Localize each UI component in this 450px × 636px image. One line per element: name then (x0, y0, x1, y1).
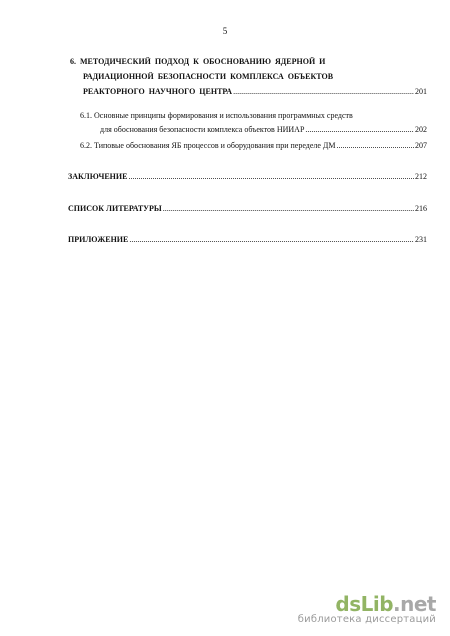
toc-chapter6-line3[interactable] (83, 87, 427, 97)
toc-section-6-1-title-end: для обоснования безопасности комплекса объектов НИИАР (100, 125, 305, 134)
toc-section-6-2[interactable] (80, 141, 427, 151)
page-number: 5 (222, 26, 228, 36)
dslib-subtitle: библиотека диссертаций (297, 614, 436, 625)
toc-page-number: 231 (415, 235, 427, 244)
toc-page-number: 216 (415, 204, 427, 213)
toc-page-number: 207 (415, 141, 427, 150)
toc-appendix[interactable] (68, 235, 427, 245)
leader-dots (163, 204, 414, 214)
leader-dots (233, 87, 414, 97)
toc-section-6-1-line1: 6.1. Основные принципы формирования и использования программных средств (80, 111, 353, 120)
toc-section-6-1-line2[interactable] (100, 125, 427, 135)
toc-conclusion[interactable] (68, 172, 427, 182)
toc-page-number: 202 (415, 125, 427, 134)
toc-appendix-title: ПРИЛОЖЕНИЕ (68, 235, 129, 244)
toc-references-title: СПИСОК ЛИТЕРАТУРЫ (68, 204, 162, 213)
toc-chapter6-line2: РАДИАЦИОННОЙ БЕЗОПАСНОСТИ КОМПЛЕКСА ОБЪЕКТОВ (83, 72, 334, 81)
toc-conclusion-title: ЗАКЛЮЧЕНИЕ (68, 172, 128, 181)
toc-references[interactable] (68, 204, 427, 214)
dslib-logo (298, 594, 436, 614)
toc-chapter6-title-end: РЕАКТОРНОГО НАУЧНОГО ЦЕНТРА (83, 87, 233, 96)
logo-lib: Lib (360, 592, 394, 616)
leader-dots (129, 235, 414, 245)
toc-chapter6-line1: 6. МЕТОДИЧЕСКИЙ ПОДХОД К ОБОСНОВАНИЮ ЯДЕРНОЙ И (70, 57, 326, 66)
leader-dots (337, 141, 415, 151)
toc-page-number: 212 (415, 172, 427, 181)
leader-dots (305, 125, 414, 135)
leader-dots (128, 172, 414, 182)
logo-net: .net (393, 592, 436, 616)
toc-page-number: 201 (415, 87, 427, 96)
logo-ds: ds (335, 592, 361, 616)
dslib-watermark (298, 594, 436, 626)
toc-section-6-2-title: 6.2. Типовые обоснования ЯБ процессов и оборудования при переделе ДМ (80, 141, 336, 150)
